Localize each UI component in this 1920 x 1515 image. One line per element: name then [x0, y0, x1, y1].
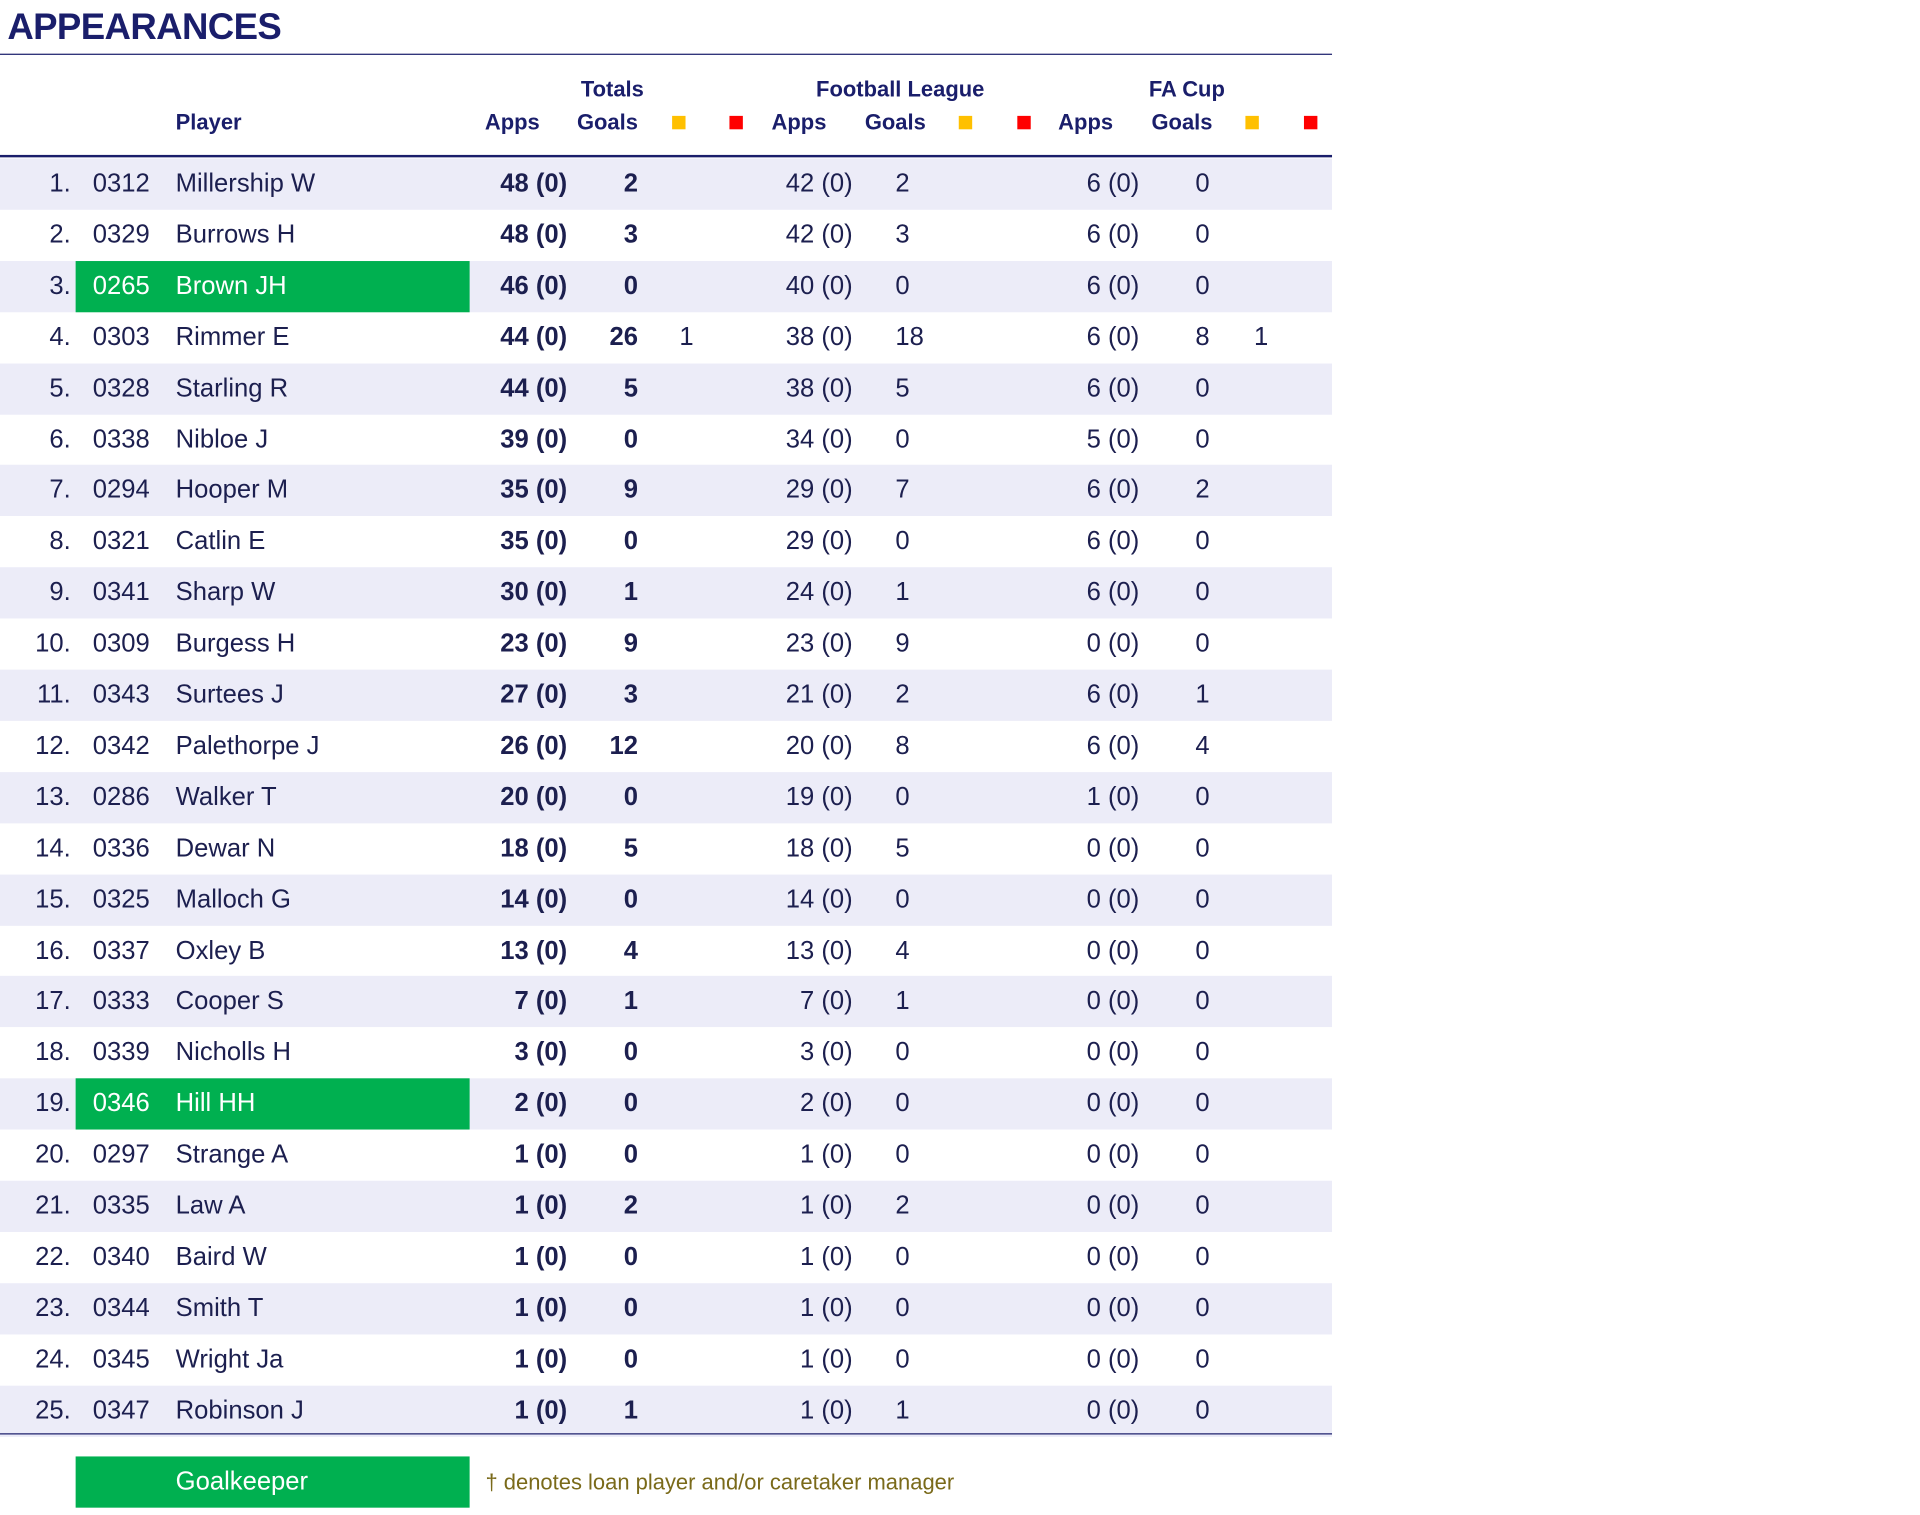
league-apps-cell: 34 (0)	[785, 425, 853, 454]
player-number-cell: 0333	[92, 987, 150, 1016]
rank-cell: 4.	[49, 322, 71, 351]
table-row	[0, 567, 1332, 618]
totals-goals-cell: 12	[609, 731, 638, 760]
rank-cell: 2.	[49, 220, 71, 249]
table-row	[0, 159, 1332, 210]
player-name-cell: Dewar N	[175, 833, 276, 863]
table-row	[0, 874, 1332, 925]
league-apps-cell: 42 (0)	[785, 220, 853, 249]
rank-cell: 25.	[35, 1396, 71, 1425]
league-goals-cell: 2	[895, 169, 910, 198]
totals-goals-cell: 4	[623, 936, 638, 965]
facup-apps-cell: 0 (0)	[1086, 1293, 1140, 1323]
player-number-cell: 0321	[92, 527, 150, 556]
league-goals-cell: 5	[895, 373, 910, 403]
group-header-totals: Totals	[580, 76, 644, 102]
league-goals-cell: 0	[895, 1345, 910, 1374]
totals-apps-cell: 13 (0)	[500, 936, 568, 965]
player-name-cell: Catlin E	[175, 527, 266, 556]
player-name-cell: Millership W	[175, 169, 316, 198]
facup-goals-cell: 0	[1195, 169, 1210, 198]
rank-cell: 14.	[35, 833, 71, 863]
totals-apps-cell: 1 (0)	[514, 1396, 568, 1425]
table-row	[0, 823, 1332, 874]
column-header-totals-goals: Goals	[576, 109, 638, 135]
rank-cell: 18.	[35, 1038, 71, 1067]
table-row	[0, 312, 1332, 363]
totals-goals-cell: 0	[623, 527, 638, 556]
totals-yellow-card-icon	[672, 116, 685, 129]
totals-goals-cell: 5	[623, 373, 638, 403]
player-name-cell: Walker T	[175, 782, 277, 811]
rank-cell: 7.	[49, 476, 71, 505]
facup-apps-cell: 6 (0)	[1086, 578, 1140, 607]
player-number-cell: 0329	[92, 220, 150, 249]
facup-goals-cell: 0	[1195, 1140, 1210, 1169]
player-name-cell: Burgess H	[175, 629, 296, 658]
facup-apps-cell: 0 (0)	[1086, 1089, 1140, 1118]
rank-cell: 9.	[49, 578, 71, 607]
totals-goals-cell: 0	[623, 1140, 638, 1169]
league-goals-cell: 0	[895, 1089, 910, 1118]
table-row	[0, 1232, 1332, 1283]
player-number-cell: 0328	[92, 373, 150, 403]
totals-goals-cell: 3	[623, 220, 638, 249]
totals-goals-cell: 3	[623, 680, 638, 709]
facup-apps-cell: 5 (0)	[1086, 425, 1140, 454]
league-goals-cell: 4	[895, 936, 910, 965]
rank-cell: 13.	[35, 782, 71, 811]
league-goals-cell: 0	[895, 1293, 910, 1323]
facup-apps-cell: 0 (0)	[1086, 1038, 1140, 1067]
league-goals-cell: 1	[895, 1396, 910, 1425]
league-red-card-icon	[1017, 116, 1030, 129]
totals-apps-cell: 46 (0)	[500, 271, 568, 300]
facup-goals-cell: 0	[1195, 936, 1210, 965]
facup-apps-cell: 0 (0)	[1086, 1191, 1140, 1220]
rank-cell: 20.	[35, 1140, 71, 1169]
column-header-totals-apps: Apps	[484, 109, 540, 135]
rank-cell: 8.	[49, 527, 71, 556]
player-name-cell: Nibloe J	[175, 425, 269, 454]
totals-apps-cell: 7 (0)	[514, 987, 568, 1016]
column-header-facup-apps: Apps	[1058, 109, 1114, 135]
table-row	[0, 363, 1332, 414]
facup-yellow-cell: 1	[1253, 322, 1269, 351]
totals-red-card-icon	[729, 116, 742, 129]
league-apps-cell: 23 (0)	[785, 629, 853, 658]
rank-cell: 6.	[49, 425, 71, 454]
totals-goals-cell: 0	[623, 1089, 638, 1118]
facup-goals-cell: 0	[1195, 987, 1210, 1016]
player-name-cell: Robinson J	[175, 1396, 304, 1425]
player-name-cell: Cooper S	[175, 987, 284, 1016]
player-number-cell: 0303	[92, 322, 150, 351]
table-row	[0, 516, 1332, 567]
column-header-league-goals: Goals	[864, 109, 926, 135]
player-name-cell: Oxley B	[175, 936, 266, 965]
table-row	[0, 1027, 1332, 1078]
league-apps-cell: 1 (0)	[799, 1140, 853, 1169]
totals-goals-cell: 9	[623, 476, 638, 505]
totals-apps-cell: 27 (0)	[500, 680, 568, 709]
player-name-cell: Law A	[175, 1191, 246, 1220]
player-number-cell: 0265	[92, 271, 150, 300]
table-row	[0, 1334, 1332, 1385]
league-apps-cell: 3 (0)	[799, 1038, 853, 1067]
column-header-facup-goals: Goals	[1151, 109, 1213, 135]
player-name-cell: Palethorpe J	[175, 731, 320, 760]
facup-goals-cell: 0	[1195, 1293, 1210, 1323]
league-goals-cell: 9	[895, 629, 910, 658]
totals-apps-cell: 2 (0)	[514, 1089, 568, 1118]
group-header-fa-cup: FA Cup	[1148, 76, 1225, 102]
player-number-cell: 0336	[92, 833, 150, 863]
rank-cell: 12.	[35, 731, 71, 760]
rank-cell: 16.	[35, 936, 71, 965]
facup-goals-cell: 2	[1195, 476, 1210, 505]
league-apps-cell: 1 (0)	[799, 1242, 853, 1271]
league-apps-cell: 20 (0)	[785, 731, 853, 760]
totals-apps-cell: 44 (0)	[500, 373, 568, 403]
totals-apps-cell: 26 (0)	[500, 731, 568, 760]
player-number-cell: 0341	[92, 578, 150, 607]
league-apps-cell: 1 (0)	[799, 1396, 853, 1425]
rank-cell: 15.	[35, 885, 71, 914]
table-row	[0, 1079, 1332, 1130]
goalkeeper-legend-label: Goalkeeper	[175, 1467, 309, 1496]
player-number-cell: 0338	[92, 425, 150, 454]
league-goals-cell: 0	[895, 271, 910, 300]
facup-apps-cell: 6 (0)	[1086, 271, 1140, 300]
facup-goals-cell: 0	[1195, 1345, 1210, 1374]
rank-cell: 19.	[35, 1089, 71, 1118]
header-divider	[0, 155, 1332, 157]
totals-apps-cell: 1 (0)	[514, 1345, 568, 1374]
table-row	[0, 1181, 1332, 1232]
player-number-cell: 0340	[92, 1242, 150, 1271]
totals-apps-cell: 18 (0)	[500, 833, 568, 863]
facup-apps-cell: 0 (0)	[1086, 833, 1140, 863]
player-number-cell: 0347	[92, 1396, 150, 1425]
totals-apps-cell: 3 (0)	[514, 1038, 568, 1067]
facup-goals-cell: 0	[1195, 220, 1210, 249]
group-header-football-league: Football League	[816, 76, 985, 102]
totals-apps-cell: 35 (0)	[500, 527, 568, 556]
player-number-cell: 0345	[92, 1345, 150, 1374]
facup-goals-cell: 0	[1195, 1038, 1210, 1067]
facup-goals-cell: 4	[1195, 731, 1210, 760]
player-name-cell: Sharp W	[175, 578, 276, 607]
league-apps-cell: 42 (0)	[785, 169, 853, 198]
facup-goals-cell: 0	[1195, 271, 1210, 300]
table-row	[0, 670, 1332, 721]
player-number-cell: 0309	[92, 629, 150, 658]
player-number-cell: 0335	[92, 1191, 150, 1220]
rank-cell: 22.	[35, 1242, 71, 1271]
totals-apps-cell: 48 (0)	[500, 169, 568, 198]
league-goals-cell: 0	[895, 1140, 910, 1169]
league-apps-cell: 1 (0)	[799, 1191, 853, 1220]
totals-goals-cell: 0	[623, 1242, 638, 1271]
totals-apps-cell: 48 (0)	[500, 220, 568, 249]
league-goals-cell: 2	[895, 680, 910, 709]
rank-cell: 17.	[35, 987, 71, 1016]
facup-goals-cell: 0	[1195, 1396, 1210, 1425]
facup-goals-cell: 0	[1195, 1089, 1210, 1118]
totals-goals-cell: 0	[623, 1038, 638, 1067]
facup-goals-cell: 0	[1195, 425, 1210, 454]
facup-apps-cell: 6 (0)	[1086, 169, 1140, 198]
facup-apps-cell: 1 (0)	[1086, 782, 1140, 811]
totals-goals-cell: 1	[623, 578, 638, 607]
column-header-player: Player	[175, 109, 242, 135]
player-name-cell: Hill HH	[175, 1089, 256, 1118]
league-apps-cell: 29 (0)	[785, 476, 853, 505]
league-goals-cell: 1	[895, 987, 910, 1016]
player-number-cell: 0337	[92, 936, 150, 965]
facup-apps-cell: 6 (0)	[1086, 527, 1140, 556]
player-number-cell: 0297	[92, 1140, 150, 1169]
facup-goals-cell: 1	[1195, 680, 1210, 709]
facup-apps-cell: 6 (0)	[1086, 731, 1140, 760]
league-apps-cell: 14 (0)	[785, 885, 853, 914]
league-apps-cell: 29 (0)	[785, 527, 853, 556]
table-row	[0, 619, 1332, 670]
totals-goals-cell: 2	[623, 169, 638, 198]
table-row	[0, 1283, 1332, 1334]
loan-player-note: † denotes loan player and/or caretaker manager	[485, 1469, 955, 1495]
player-number-cell: 0343	[92, 680, 150, 709]
player-name-cell: Starling R	[175, 373, 289, 403]
facup-apps-cell: 6 (0)	[1086, 322, 1140, 351]
player-name-cell: Strange A	[175, 1140, 289, 1169]
player-number-cell: 0339	[92, 1038, 150, 1067]
league-goals-cell: 3	[895, 220, 910, 249]
player-name-cell: Hooper M	[175, 476, 289, 505]
player-name-cell: Burrows H	[175, 220, 296, 249]
totals-goals-cell: 0	[623, 1345, 638, 1374]
facup-goals-cell: 0	[1195, 1242, 1210, 1271]
player-number-cell: 0325	[92, 885, 150, 914]
player-name-cell: Baird W	[175, 1242, 267, 1271]
rank-cell: 24.	[35, 1345, 71, 1374]
totals-goals-cell: 26	[609, 322, 638, 351]
league-apps-cell: 7 (0)	[799, 987, 853, 1016]
totals-goals-cell: 5	[623, 833, 638, 863]
table-row	[0, 925, 1332, 976]
facup-apps-cell: 6 (0)	[1086, 476, 1140, 505]
column-header-league-apps: Apps	[771, 109, 827, 135]
totals-apps-cell: 1 (0)	[514, 1191, 568, 1220]
facup-apps-cell: 0 (0)	[1086, 987, 1140, 1016]
facup-goals-cell: 0	[1195, 1191, 1210, 1220]
player-number-cell: 0286	[92, 782, 150, 811]
totals-apps-cell: 20 (0)	[500, 782, 568, 811]
league-goals-cell: 18	[895, 322, 924, 351]
facup-apps-cell: 0 (0)	[1086, 1345, 1140, 1374]
facup-red-card-icon	[1304, 116, 1317, 129]
rank-cell: 3.	[49, 271, 71, 300]
player-name-cell: Rimmer E	[175, 322, 290, 351]
totals-goals-cell: 0	[623, 782, 638, 811]
player-number-cell: 0312	[92, 169, 150, 198]
rank-cell: 10.	[35, 629, 71, 658]
totals-apps-cell: 30 (0)	[500, 578, 568, 607]
totals-apps-cell: 23 (0)	[500, 629, 568, 658]
table-row	[0, 772, 1332, 823]
rank-cell: 11.	[37, 680, 71, 709]
facup-apps-cell: 6 (0)	[1086, 680, 1140, 709]
league-goals-cell: 0	[895, 1038, 910, 1067]
league-goals-cell: 0	[895, 885, 910, 914]
table-bottom-divider	[0, 1433, 1332, 1434]
player-name-cell: Malloch G	[175, 885, 291, 914]
totals-goals-cell: 0	[623, 885, 638, 914]
player-number-cell: 0342	[92, 731, 150, 760]
facup-apps-cell: 6 (0)	[1086, 220, 1140, 249]
rank-cell: 23.	[35, 1293, 71, 1323]
facup-goals-cell: 0	[1195, 527, 1210, 556]
player-number-cell: 0294	[92, 476, 150, 505]
table-row	[0, 1130, 1332, 1181]
league-goals-cell: 0	[895, 425, 910, 454]
league-goals-cell: 5	[895, 833, 910, 863]
totals-apps-cell: 44 (0)	[500, 322, 568, 351]
title-divider	[0, 54, 1332, 55]
facup-apps-cell: 0 (0)	[1086, 885, 1140, 914]
totals-apps-cell: 35 (0)	[500, 476, 568, 505]
table-row	[0, 210, 1332, 261]
facup-goals-cell: 0	[1195, 833, 1210, 863]
player-name-cell: Nicholls H	[175, 1038, 291, 1067]
totals-yellow-cell: 1	[679, 322, 694, 351]
totals-goals-cell: 0	[623, 1293, 638, 1323]
page-title: APPEARANCES	[7, 7, 282, 48]
league-apps-cell: 21 (0)	[785, 680, 853, 709]
totals-apps-cell: 1 (0)	[514, 1293, 568, 1323]
rank-cell: 5.	[49, 373, 71, 403]
facup-goals-cell: 0	[1195, 782, 1210, 811]
facup-apps-cell: 0 (0)	[1086, 629, 1140, 658]
league-apps-cell: 13 (0)	[785, 936, 853, 965]
facup-apps-cell: 0 (0)	[1086, 1242, 1140, 1271]
player-number-cell: 0344	[92, 1293, 150, 1323]
rank-cell: 21.	[35, 1191, 71, 1220]
goalkeeper-legend	[76, 1456, 470, 1507]
totals-goals-cell: 0	[623, 271, 638, 300]
league-apps-cell: 2 (0)	[799, 1089, 853, 1118]
totals-goals-cell: 1	[623, 987, 638, 1016]
totals-goals-cell: 0	[623, 425, 638, 454]
totals-apps-cell: 14 (0)	[500, 885, 568, 914]
table-row	[0, 465, 1332, 516]
league-goals-cell: 8	[895, 731, 910, 760]
totals-apps-cell: 1 (0)	[514, 1242, 568, 1271]
league-goals-cell: 0	[895, 782, 910, 811]
facup-apps-cell: 0 (0)	[1086, 936, 1140, 965]
league-goals-cell: 7	[895, 476, 910, 505]
league-goals-cell: 0	[895, 527, 910, 556]
facup-apps-cell: 6 (0)	[1086, 373, 1140, 403]
league-apps-cell: 40 (0)	[785, 271, 853, 300]
totals-goals-cell: 2	[623, 1191, 638, 1220]
facup-apps-cell: 0 (0)	[1086, 1396, 1140, 1425]
player-number-cell: 0346	[92, 1089, 150, 1118]
facup-goals-cell: 0	[1195, 373, 1210, 403]
table-row	[0, 1385, 1332, 1436]
table-row	[0, 721, 1332, 772]
league-apps-cell: 1 (0)	[799, 1345, 853, 1374]
league-apps-cell: 38 (0)	[785, 322, 853, 351]
table-row	[0, 976, 1332, 1027]
facup-apps-cell: 0 (0)	[1086, 1140, 1140, 1169]
rank-cell: 1.	[49, 169, 71, 198]
totals-goals-cell: 9	[623, 629, 638, 658]
player-name-cell: Wright Ja	[175, 1345, 284, 1374]
table-row	[0, 261, 1332, 312]
league-apps-cell: 19 (0)	[785, 782, 853, 811]
league-apps-cell: 38 (0)	[785, 373, 853, 403]
totals-apps-cell: 39 (0)	[500, 425, 568, 454]
facup-goals-cell: 0	[1195, 629, 1210, 658]
league-yellow-card-icon	[959, 116, 972, 129]
league-goals-cell: 0	[895, 1242, 910, 1271]
player-name-cell: Surtees J	[175, 680, 284, 709]
league-goals-cell: 1	[895, 578, 910, 607]
player-name-cell: Brown JH	[175, 271, 287, 300]
league-apps-cell: 1 (0)	[799, 1293, 853, 1323]
league-apps-cell: 24 (0)	[785, 578, 853, 607]
player-name-cell: Smith T	[175, 1293, 264, 1323]
totals-goals-cell: 1	[623, 1396, 638, 1425]
facup-goals-cell: 0	[1195, 885, 1210, 914]
league-apps-cell: 18 (0)	[785, 833, 853, 863]
facup-yellow-card-icon	[1245, 116, 1258, 129]
totals-apps-cell: 1 (0)	[514, 1140, 568, 1169]
table-row	[0, 414, 1332, 465]
facup-goals-cell: 0	[1195, 578, 1210, 607]
league-goals-cell: 2	[895, 1191, 910, 1220]
facup-goals-cell: 8	[1195, 322, 1210, 351]
